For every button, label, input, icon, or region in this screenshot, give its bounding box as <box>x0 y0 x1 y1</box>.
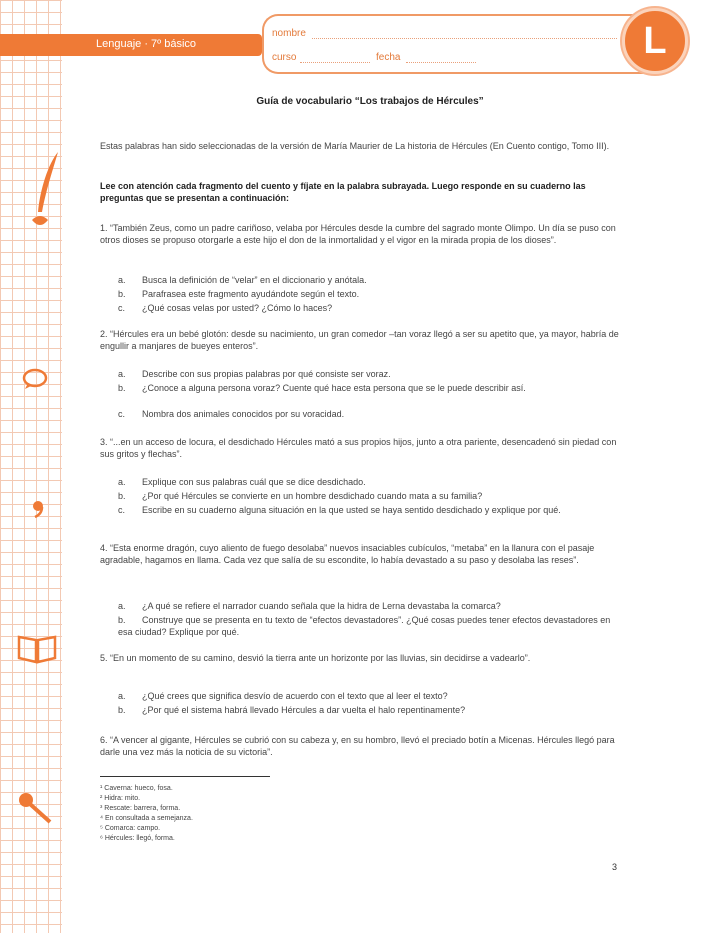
q3-option-b: b. ¿Por qué Hércules se convierte en un hombre desdichado cuando mata a su familia? <box>118 491 483 501</box>
microphone-icon <box>16 790 56 826</box>
page-number: 3 <box>612 862 618 872</box>
footnote-6: ⁶ Hércules: llegó, forma. <box>100 835 175 842</box>
q3-option-c: c. Escribe en su cuaderno alguna situación en la que usted se haya sentido desdichado y explique por qué. <box>118 505 561 515</box>
question-2: 2. “Hércules era un bebé glotón: desde su nacimiento, un gran comedor –tan voraz llegó a ser su apetito que, ya mayor, habría de engullir a manjares de bueyes enteros”. <box>100 329 619 351</box>
q2-option-b: b. ¿Conoce a alguna persona voraz? Cuente qué hace esta persona que se le puede describir así. <box>118 383 526 393</box>
page-title: Guía de vocabulario “Los trabajos de Hércules” <box>256 96 484 107</box>
question-6: 6. “A vencer al gigante, Hércules se cubrió con su cabeza y, en su hombro, llevó el preciado botín a Micenas. Hércules llegó para darle una vez más la noticia de su victoria”. <box>100 735 615 757</box>
curso-field[interactable] <box>300 62 370 63</box>
comma-icon <box>32 500 44 518</box>
footnote-1: ¹ Caverna: hueco, fosa. <box>100 785 173 792</box>
question-1: 1. “También Zeus, como un padre cariñoso, velaba por Hércules desde la cumbre del sagrado monte Olimpo. Un día se puso con otros dioses se propuso otorgarle a este hijo el don de la inmortalidad y el vigor en la mirada propia de los dioses”. <box>100 223 616 245</box>
q4-option-a: a. ¿A qué se refiere el narrador cuando señala que la hidra de Lerna devastaba la comarca? <box>118 601 501 611</box>
question-5: 5. “En un momento de su camino, desvió la tierra ante un horizonte por las lluvias, sin decidirse a vadearlo”. <box>100 653 531 663</box>
footnote-3: ³ Rescate: barrera, forma. <box>100 805 181 812</box>
nombre-label: nombre <box>272 28 306 39</box>
q2-option-a: a. Describe con sus propias palabras por qué consiste ser voraz. <box>118 369 391 379</box>
q1-option-a: a. Busca la definición de “velar” en el diccionario y anótala. <box>118 275 367 285</box>
speech-bubble-icon <box>22 368 48 390</box>
q5-option-b: b. ¿Por qué el sistema habrá llevado Hércules a dar vuelta el halo repentinamente? <box>118 705 466 715</box>
q5-option-a: a. ¿Qué crees que significa desvío de acuerdo con el texto que al leer el texto? <box>118 691 448 701</box>
footnote-5: ⁵ Comarca: campo. <box>100 825 161 832</box>
q1-option-b: b. Parafrasea este fragmento ayudándote según el texto. <box>118 289 360 299</box>
instruction-text: Lee con atención cada fragmento del cuento y fíjate en la palabra subrayada. Luego responde en su cuaderno las preguntas que se presentan a continuación: <box>100 181 586 203</box>
footnote-2: ² Hidra: mito. <box>100 795 141 802</box>
curso-label: curso <box>272 52 297 63</box>
nombre-field[interactable] <box>312 38 617 39</box>
question-4: 4. “Esta enorme dragón, cuyo aliento de fuego desolaba” nuevos insaciables cubículos, “metaba” en la llanura con el pasaje agradable, hagamos en llama. Cada vez que salía de su escondite, lo había devastado a su paso y desolaba las reses”. <box>100 543 595 565</box>
book-icon <box>16 632 58 664</box>
q3-option-a: a. Explique con sus palabras cuál que se dice desdichado. <box>118 477 366 487</box>
q1-option-c: c. ¿Qué cosas velas por usted? ¿Cómo lo haces? <box>118 303 333 313</box>
fecha-label: fecha <box>376 52 401 63</box>
intro-text: Estas palabras han sido seleccionadas de la versión de María Maurier de La historia de Hércules (En Cuento contigo, Tomo III). <box>100 141 610 151</box>
quill-pen-icon <box>30 150 64 234</box>
student-info-box <box>262 14 644 74</box>
footnote-4: ⁴ En consultada a semejanza. <box>100 815 193 822</box>
q2-option-c: c. Nombra dos animales conocidos por su voracidad. <box>118 409 345 419</box>
subject-label: Lenguaje · 7º básico <box>96 38 197 50</box>
fecha-field[interactable] <box>406 62 476 63</box>
question-3: 3. “...en un acceso de locura, el desdichado Hércules mató a sus propios hijos, junto a otra pariente, desencadenó sin piedad con sus gritos y flechas”. <box>100 437 617 459</box>
footnote-divider <box>100 776 270 777</box>
q4-option-b: b. Construye que se presenta en tu texto de “efectos devastadores”. ¿Qué cosas puedes tener efectos devastadores en esa ciudad? Explique por qué. <box>118 615 611 637</box>
subject-badge: L <box>622 8 688 74</box>
